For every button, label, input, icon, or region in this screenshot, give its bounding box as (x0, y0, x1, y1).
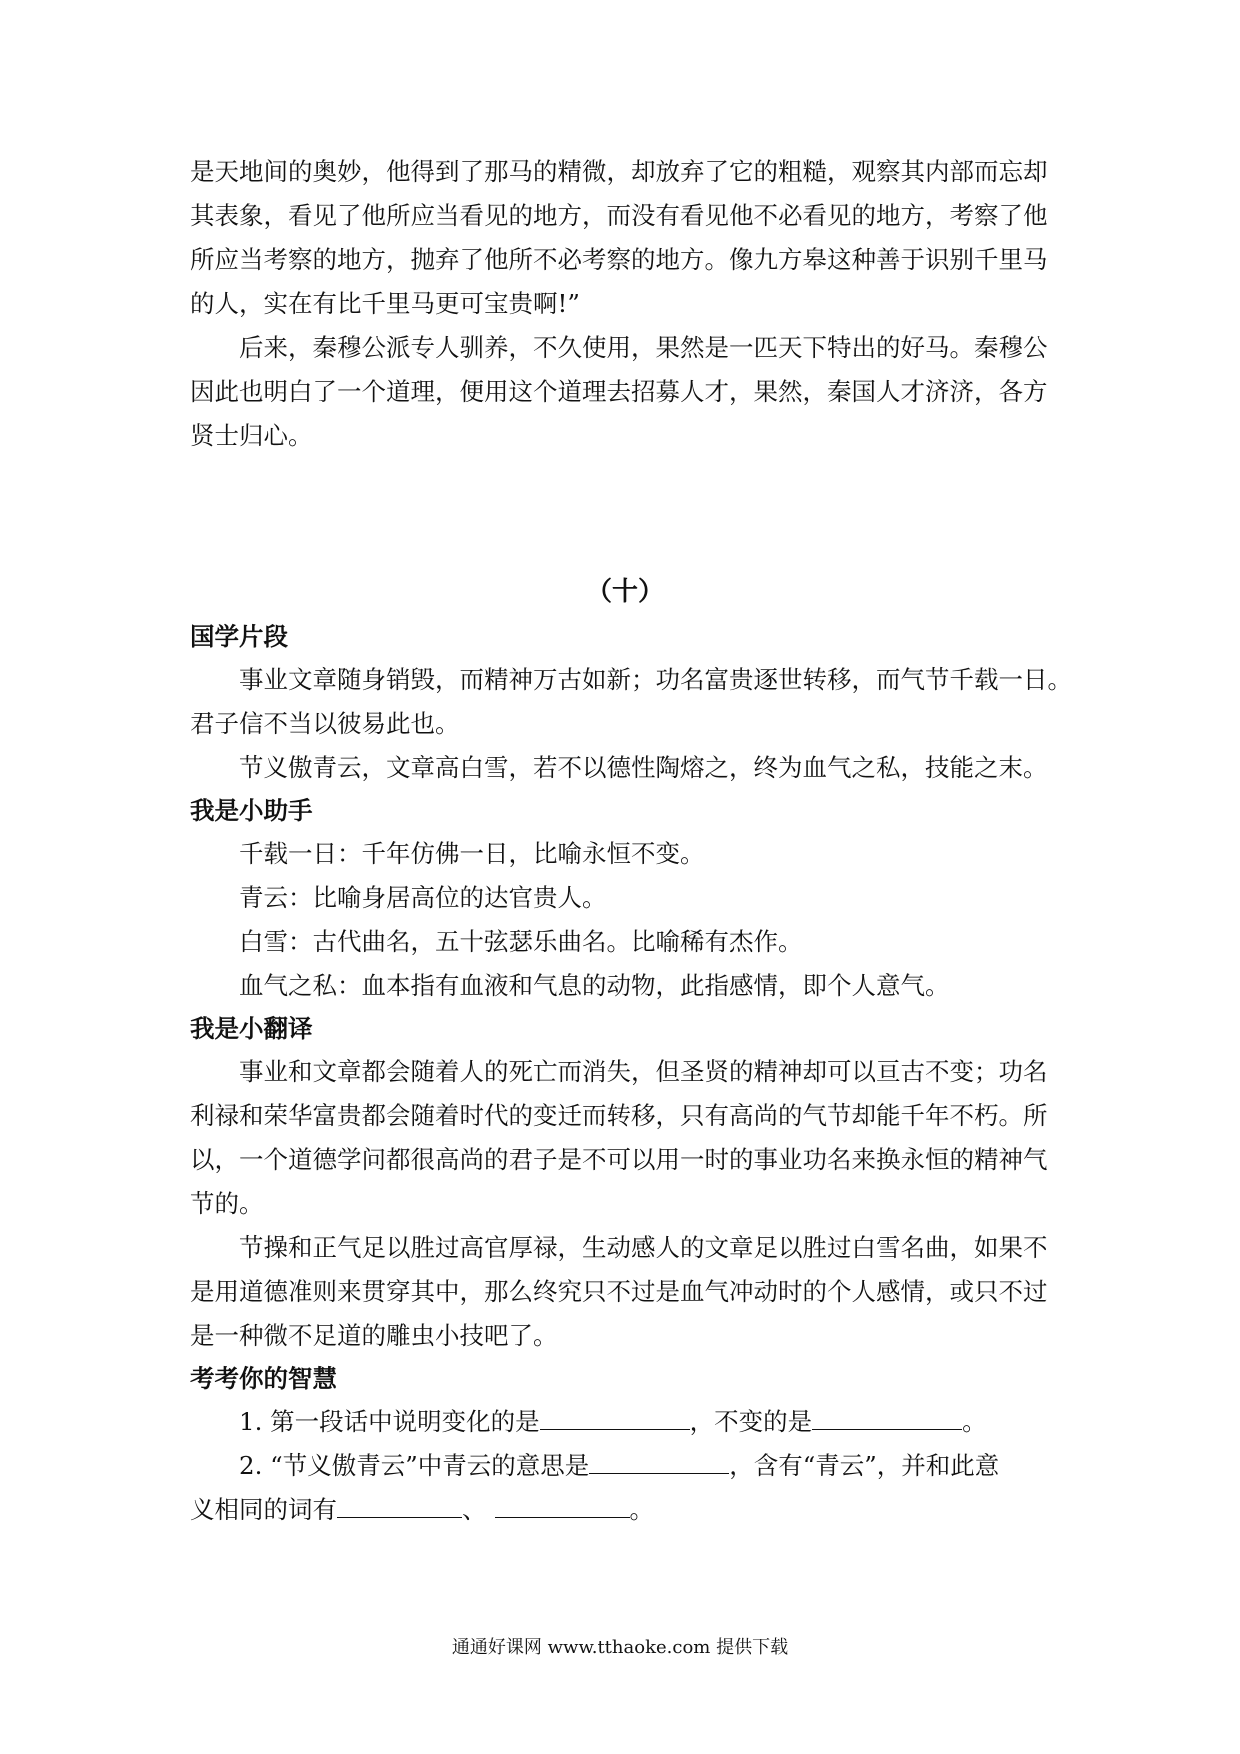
question-text: 。 (629, 1495, 654, 1524)
text-line: 利禄和荣华富贵都会随着时代的变迁而转移，只有高尚的气节却能千年不朽。所 (190, 1101, 1048, 1130)
helper-item: 白雪：古代曲名，五十弦瑟乐曲名。比喻稀有杰作。 (239, 927, 803, 956)
text-line: 是一种微不足道的雕虫小技吧了。 (190, 1321, 558, 1350)
text-line: 事业文章随身销毁，而精神万古如新；功名富贵逐世转移，而气节千载一日。 (239, 665, 1072, 694)
question-text: 、 (462, 1495, 487, 1524)
guoxue-heading: 国学片段 (190, 622, 288, 651)
answer-blank[interactable] (589, 1447, 729, 1474)
helper-heading: 我是小助手 (190, 796, 313, 825)
text-line: 后来，秦穆公派专人驯养，不久使用，果然是一匹天下特出的好马。秦穆公 (239, 333, 1048, 362)
page-footer: 通通好课网 www.tthaoke.com 提供下载 (451, 1637, 789, 1658)
question-text: 义相同的词有 (190, 1495, 337, 1524)
text-line: 节义傲青云，文章高白雪，若不以德性陶熔之，终为血气之私，技能之末。 (239, 753, 1048, 782)
question-text: 。 (962, 1407, 987, 1436)
quiz-question-1 (190, 1400, 1060, 1444)
text-line: 君子信不当以彼易此也。 (190, 709, 460, 738)
text-line: 其表象，看见了他所应当看见的地方，而没有看见他不必看见的地方，考察了他 (190, 201, 1048, 230)
text-line: 是天地间的奥妙，他得到了那马的精微，却放弃了它的粗糙，观察其内部而忘却 (190, 157, 1048, 186)
question-text: 2. “节义傲青云”中青云的意思是 (239, 1451, 590, 1480)
quiz-question-2 (190, 1444, 1060, 1488)
text-line: 节操和正气足以胜过高官厚禄，生动感人的文章足以胜过白雪名曲，如果不 (239, 1233, 1048, 1262)
helper-item: 血气之私：血本指有血液和气息的动物，此指感情，即个人意气。 (239, 971, 950, 1000)
text-line: 所应当考察的地方，抛弃了他所不必考察的地方。像九方皋这种善于识别千里马 (190, 245, 1048, 274)
text-line: 节的。 (190, 1189, 264, 1218)
text-line: 贤士归心。 (190, 421, 313, 450)
answer-blank[interactable] (812, 1403, 962, 1430)
text-line: 以，一个道德学问都很高尚的君子是不可以用一时的事业功名来换永恒的精神气 (190, 1145, 1048, 1174)
question-text: ，含有“青云”，并和此意 (729, 1451, 1000, 1480)
story-continuation (190, 150, 1060, 458)
answer-blank[interactable] (540, 1403, 690, 1430)
helper-item: 青云：比喻身居高位的达官贵人。 (239, 883, 607, 912)
section-title: （十） (585, 577, 664, 607)
translator-heading: 我是小翻译 (190, 1014, 313, 1043)
quiz-heading: 考考你的智慧 (190, 1364, 337, 1393)
text-line: 的人，实在有比千里马更可宝贵啊!” (190, 289, 580, 318)
answer-blank[interactable] (495, 1491, 630, 1518)
document-page (190, 150, 1072, 1532)
text-line: 因此也明白了一个道理，便用这个道理去招募人才，果然，秦国人才济济，各方 (190, 377, 1048, 406)
question-text: ，不变的是 (689, 1407, 813, 1436)
text-line: 是用道德准则来贯穿其中，那么终究只不过是血气冲动时的个人感情，或只不过 (190, 1277, 1048, 1306)
quiz-question-2-cont (190, 1488, 1060, 1532)
answer-blank[interactable] (337, 1491, 462, 1518)
text-line: 事业和文章都会随着人的死亡而消失，但圣贤的精神却可以亘古不变；功名 (239, 1057, 1048, 1086)
helper-item: 千载一日：千年仿佛一日，比喻永恒不变。 (239, 839, 705, 868)
question-text: 1. 第一段话中说明变化的是 (239, 1407, 540, 1436)
